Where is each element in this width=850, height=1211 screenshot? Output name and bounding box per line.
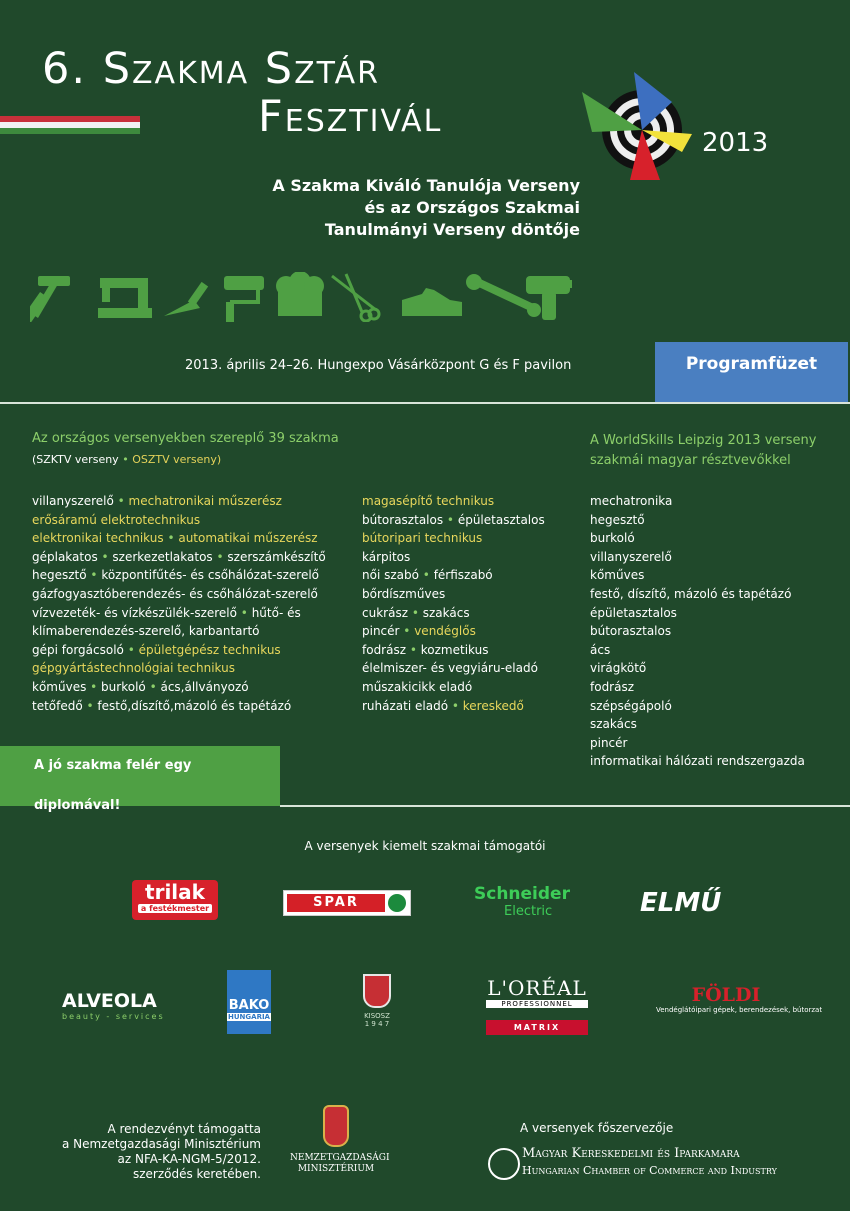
profession-item: pincér — [362, 624, 400, 639]
profession-line — [362, 585, 545, 604]
profession-list-col2 — [362, 492, 545, 715]
section-legend — [32, 453, 221, 466]
logo-text: FÖLDI — [691, 984, 761, 1006]
profession-line — [362, 604, 545, 623]
sewing-machine-icon — [98, 278, 152, 318]
bullet-dot: • — [448, 698, 463, 713]
sponsors-label: A versenyek kiemelt szakmai támogatói — [304, 839, 546, 853]
profession-line — [362, 529, 545, 548]
profession-item: gépi forgácsoló — [32, 642, 124, 657]
title-line-1: 6. Szakma Sztár — [42, 44, 381, 94]
heading-line: szakmái magyar résztvevőkkel — [590, 453, 791, 468]
bullet-dot: • — [97, 549, 113, 564]
logo-text: MINISZTÉRIUM — [297, 1164, 375, 1174]
subtitle — [250, 175, 580, 241]
worldskills-item: ács — [590, 642, 611, 657]
bullet-dot: • — [82, 698, 98, 713]
profession-item: szerszámkészítő — [227, 549, 326, 564]
ministry-logo — [290, 1105, 390, 1175]
worldskills-item: informatikai hálózati rendszergazda — [590, 754, 805, 769]
bullet-dot: • — [145, 679, 161, 694]
logo-text: Magyar Kereskedelmi és Iparkamara — [522, 1146, 740, 1161]
logo-text: Hungarian Chamber of Commerce and Industry — [522, 1164, 777, 1177]
profession-item: hegesztő — [32, 568, 87, 583]
profession-line — [32, 659, 326, 678]
profession-item: ruházati eladó — [362, 698, 449, 713]
logo-text: ALVEOLA — [62, 990, 157, 1012]
profession-item: női szabó — [362, 568, 419, 583]
worldskills-item: pincér — [590, 735, 628, 750]
logo-text: trilak — [145, 880, 205, 904]
scissors-icon — [332, 274, 379, 321]
profession-item: elektronikai technikus — [32, 531, 164, 546]
profession-item: gépgyártástechnológiai technikus — [32, 661, 235, 676]
divider — [280, 805, 850, 807]
profession-line — [362, 566, 545, 585]
profession-item: vízvezeték- és vízkészülék-szerelő — [32, 605, 237, 620]
profession-item: férfiszabó — [433, 568, 493, 583]
bullet-dot: • — [212, 549, 228, 564]
logo-text: a festékmester — [138, 904, 212, 913]
kisosz-shield-icon — [363, 974, 391, 1008]
chef-hat-icon — [276, 272, 324, 316]
loreal-logo — [486, 976, 588, 1035]
bullet-dot: • — [406, 642, 421, 657]
worldskills-item: szépségápoló — [590, 698, 672, 713]
worldskills-item: hegesztő — [590, 512, 645, 527]
profession-item: szakács — [422, 605, 470, 620]
note-line: a Nemzetgazdasági Minisztérium — [61, 1137, 261, 1151]
worldskills-item: burkoló — [590, 531, 635, 546]
logo-text: HUNGARIA — [228, 1013, 270, 1021]
profession-item: burkoló — [101, 679, 146, 694]
worldskills-item: szakács — [590, 717, 637, 732]
profession-item: bútorasztalos — [362, 512, 444, 527]
profession-item: mechatronikai műszerész — [128, 494, 282, 508]
logo-text: Schneider — [474, 884, 570, 904]
event-dateline: 2013. április 24–26. Hungexpo Vásárközpont G és F pavilon — [185, 358, 572, 373]
title-line-2: Fesztivál — [258, 92, 443, 142]
profession-line — [362, 492, 545, 511]
bullet-dot: • — [443, 512, 458, 527]
hungarian-flag-stripe — [0, 116, 140, 134]
profession-line — [32, 622, 326, 641]
profession-item: központifűtés- és csőhálózat-szerelő — [101, 568, 320, 583]
motto-banner: A jó szakma felér egy diplomával! — [0, 746, 280, 806]
subtitle-line: és az Országos Szakmai — [364, 198, 580, 217]
profession-line — [32, 566, 326, 585]
profession-line — [32, 641, 326, 660]
bullet-dot: • — [122, 453, 133, 466]
logo-text: KISOSZ — [364, 1012, 390, 1020]
elmu-logo: ELMŰ — [640, 888, 722, 918]
profession-item: géplakatos — [32, 549, 98, 564]
kisosz-logo — [346, 974, 408, 1030]
profession-item: cukrász — [362, 605, 408, 620]
profession-line — [362, 622, 545, 641]
profession-item: bútoripari technikus — [362, 531, 483, 546]
profession-line — [32, 529, 326, 548]
profession-line — [362, 697, 545, 716]
worldskills-item: fodrász — [590, 679, 635, 694]
profession-item: automatikai műszerész — [178, 531, 318, 546]
profession-item: bőrdíszműves — [362, 586, 446, 601]
profession-line — [32, 548, 326, 567]
legend-osztv: OSZTV verseny) — [132, 453, 222, 466]
profession-item: fodrász — [362, 642, 407, 657]
worldskills-item: mechatronika — [590, 494, 673, 508]
worldskills-item: virágkötő — [590, 661, 647, 676]
profession-item: festő,díszítő,mázoló és tapétázó — [97, 698, 292, 713]
ministry-support-note — [56, 1122, 261, 1182]
profession-item: élelmiszer- és vegyiáru-eladó — [362, 661, 538, 676]
schneider-logo — [474, 884, 579, 924]
bullet-dot: • — [163, 531, 179, 546]
divider — [0, 402, 850, 404]
note-line: az NFA-KA-NGM-5/2012. — [117, 1152, 261, 1166]
profession-item: hűtő- és — [251, 605, 301, 620]
organizer-label: A versenyek főszervezője — [520, 1121, 674, 1135]
profession-item: erősáramú elektrotechnikus — [32, 512, 201, 527]
worldskills-item: kőműves — [590, 568, 645, 583]
profession-item: gázfogyasztóberendezés- és csőhálózat-szerelő — [32, 586, 318, 601]
profession-item: kozmetikus — [420, 642, 489, 657]
logo-text: 1 9 4 7 — [364, 1020, 390, 1028]
note-line: A rendezvényt támogatta — [107, 1122, 261, 1136]
spar-logo — [283, 890, 411, 916]
note-line: szerződés keretében. — [132, 1167, 261, 1181]
profession-item: tetőfedő — [32, 698, 83, 713]
profession-item: műszakicikk eladó — [362, 679, 473, 694]
section-heading-national: Az országos versenyekben szereplő 39 szakma — [32, 431, 339, 446]
spar-tree-icon — [388, 894, 406, 912]
subtitle-line: Tanulmányi Verseny döntője — [324, 220, 580, 239]
profession-line — [32, 585, 326, 604]
profession-list-col1 — [32, 492, 326, 715]
profession-item: épületasztalos — [457, 512, 545, 527]
subtitle-line: A Szakma Kiváló Tanulója Verseny — [272, 176, 580, 195]
bullet-dot: • — [399, 624, 415, 639]
heading-line: A WorldSkills Leipzig 2013 verseny — [590, 433, 817, 448]
logo-text: Vendéglátóipari gépek, berendezések, bútorzat — [656, 1006, 823, 1014]
profession-item: kárpitos — [362, 549, 411, 564]
logo-text: BAKO — [228, 998, 270, 1013]
alveola-logo — [62, 990, 165, 1021]
profession-line — [362, 511, 545, 530]
tools-icon-row — [30, 272, 580, 322]
logo-text: PROFESSIONNEL — [486, 1000, 588, 1008]
worldskills-item: villanyszerelő — [590, 549, 672, 564]
bullet-dot: • — [408, 605, 423, 620]
logo-text: NEMZETGAZDASÁGI — [290, 1153, 390, 1163]
worldskills-item: festő, díszítő, mázoló és tapétázó — [590, 586, 792, 601]
plane-icon — [402, 288, 462, 316]
logo-text: SPAR — [287, 894, 385, 912]
paint-roller-icon — [224, 276, 264, 322]
bullet-dot: • — [86, 679, 102, 694]
worldskills-item: bútorasztalos — [590, 624, 672, 639]
foldi-logo — [656, 984, 823, 1014]
festival-year: 2013 — [702, 128, 769, 158]
profession-item: klímaberendezés-szerelő, karbantartó — [32, 624, 260, 639]
legend-szktv: (SZKTV verseny — [32, 453, 119, 466]
profession-line — [362, 659, 545, 678]
worldskills-item: épületasztalos — [590, 605, 677, 620]
profession-item: kereskedő — [462, 698, 524, 713]
worldskills-list — [590, 492, 805, 771]
profession-item: magasépítő technikus — [362, 494, 495, 508]
profession-line — [362, 548, 545, 567]
bullet-dot: • — [86, 568, 102, 583]
profession-line — [32, 678, 326, 697]
profession-line — [32, 492, 326, 511]
logo-text: L'ORÉAL — [487, 976, 587, 1000]
profession-item: ács,állványozó — [160, 679, 249, 694]
bullet-dot: • — [236, 605, 252, 620]
trilak-logo — [132, 880, 218, 920]
profession-item: vendéglős — [414, 624, 476, 639]
profession-item: szerkezetlakatos — [112, 549, 213, 564]
logo-text: Electric — [504, 904, 553, 919]
hammer-icon — [30, 276, 70, 322]
profession-line — [32, 697, 326, 716]
profession-line — [362, 641, 545, 660]
program-booklet-label: Programfüzet — [655, 342, 848, 402]
profession-line — [32, 604, 326, 623]
profession-item: villanyszerelő — [32, 494, 114, 508]
trowel-icon — [164, 282, 208, 316]
bullet-dot: • — [418, 568, 434, 583]
profession-line — [362, 678, 545, 697]
profession-item: épületgépész technikus — [138, 642, 281, 657]
profession-line — [32, 511, 326, 530]
globe-icon — [488, 1148, 520, 1180]
matrix-logo: MATRIX — [486, 1020, 588, 1035]
bullet-dot: • — [113, 494, 129, 508]
section-heading-worldskills — [590, 431, 830, 471]
bullet-dot: • — [123, 642, 139, 657]
festival-target-logo — [582, 72, 702, 182]
profession-item: kőműves — [32, 679, 87, 694]
bako-logo — [227, 970, 271, 1034]
hungarian-crest-icon — [323, 1105, 349, 1147]
logo-text: beauty - services — [62, 1012, 165, 1021]
